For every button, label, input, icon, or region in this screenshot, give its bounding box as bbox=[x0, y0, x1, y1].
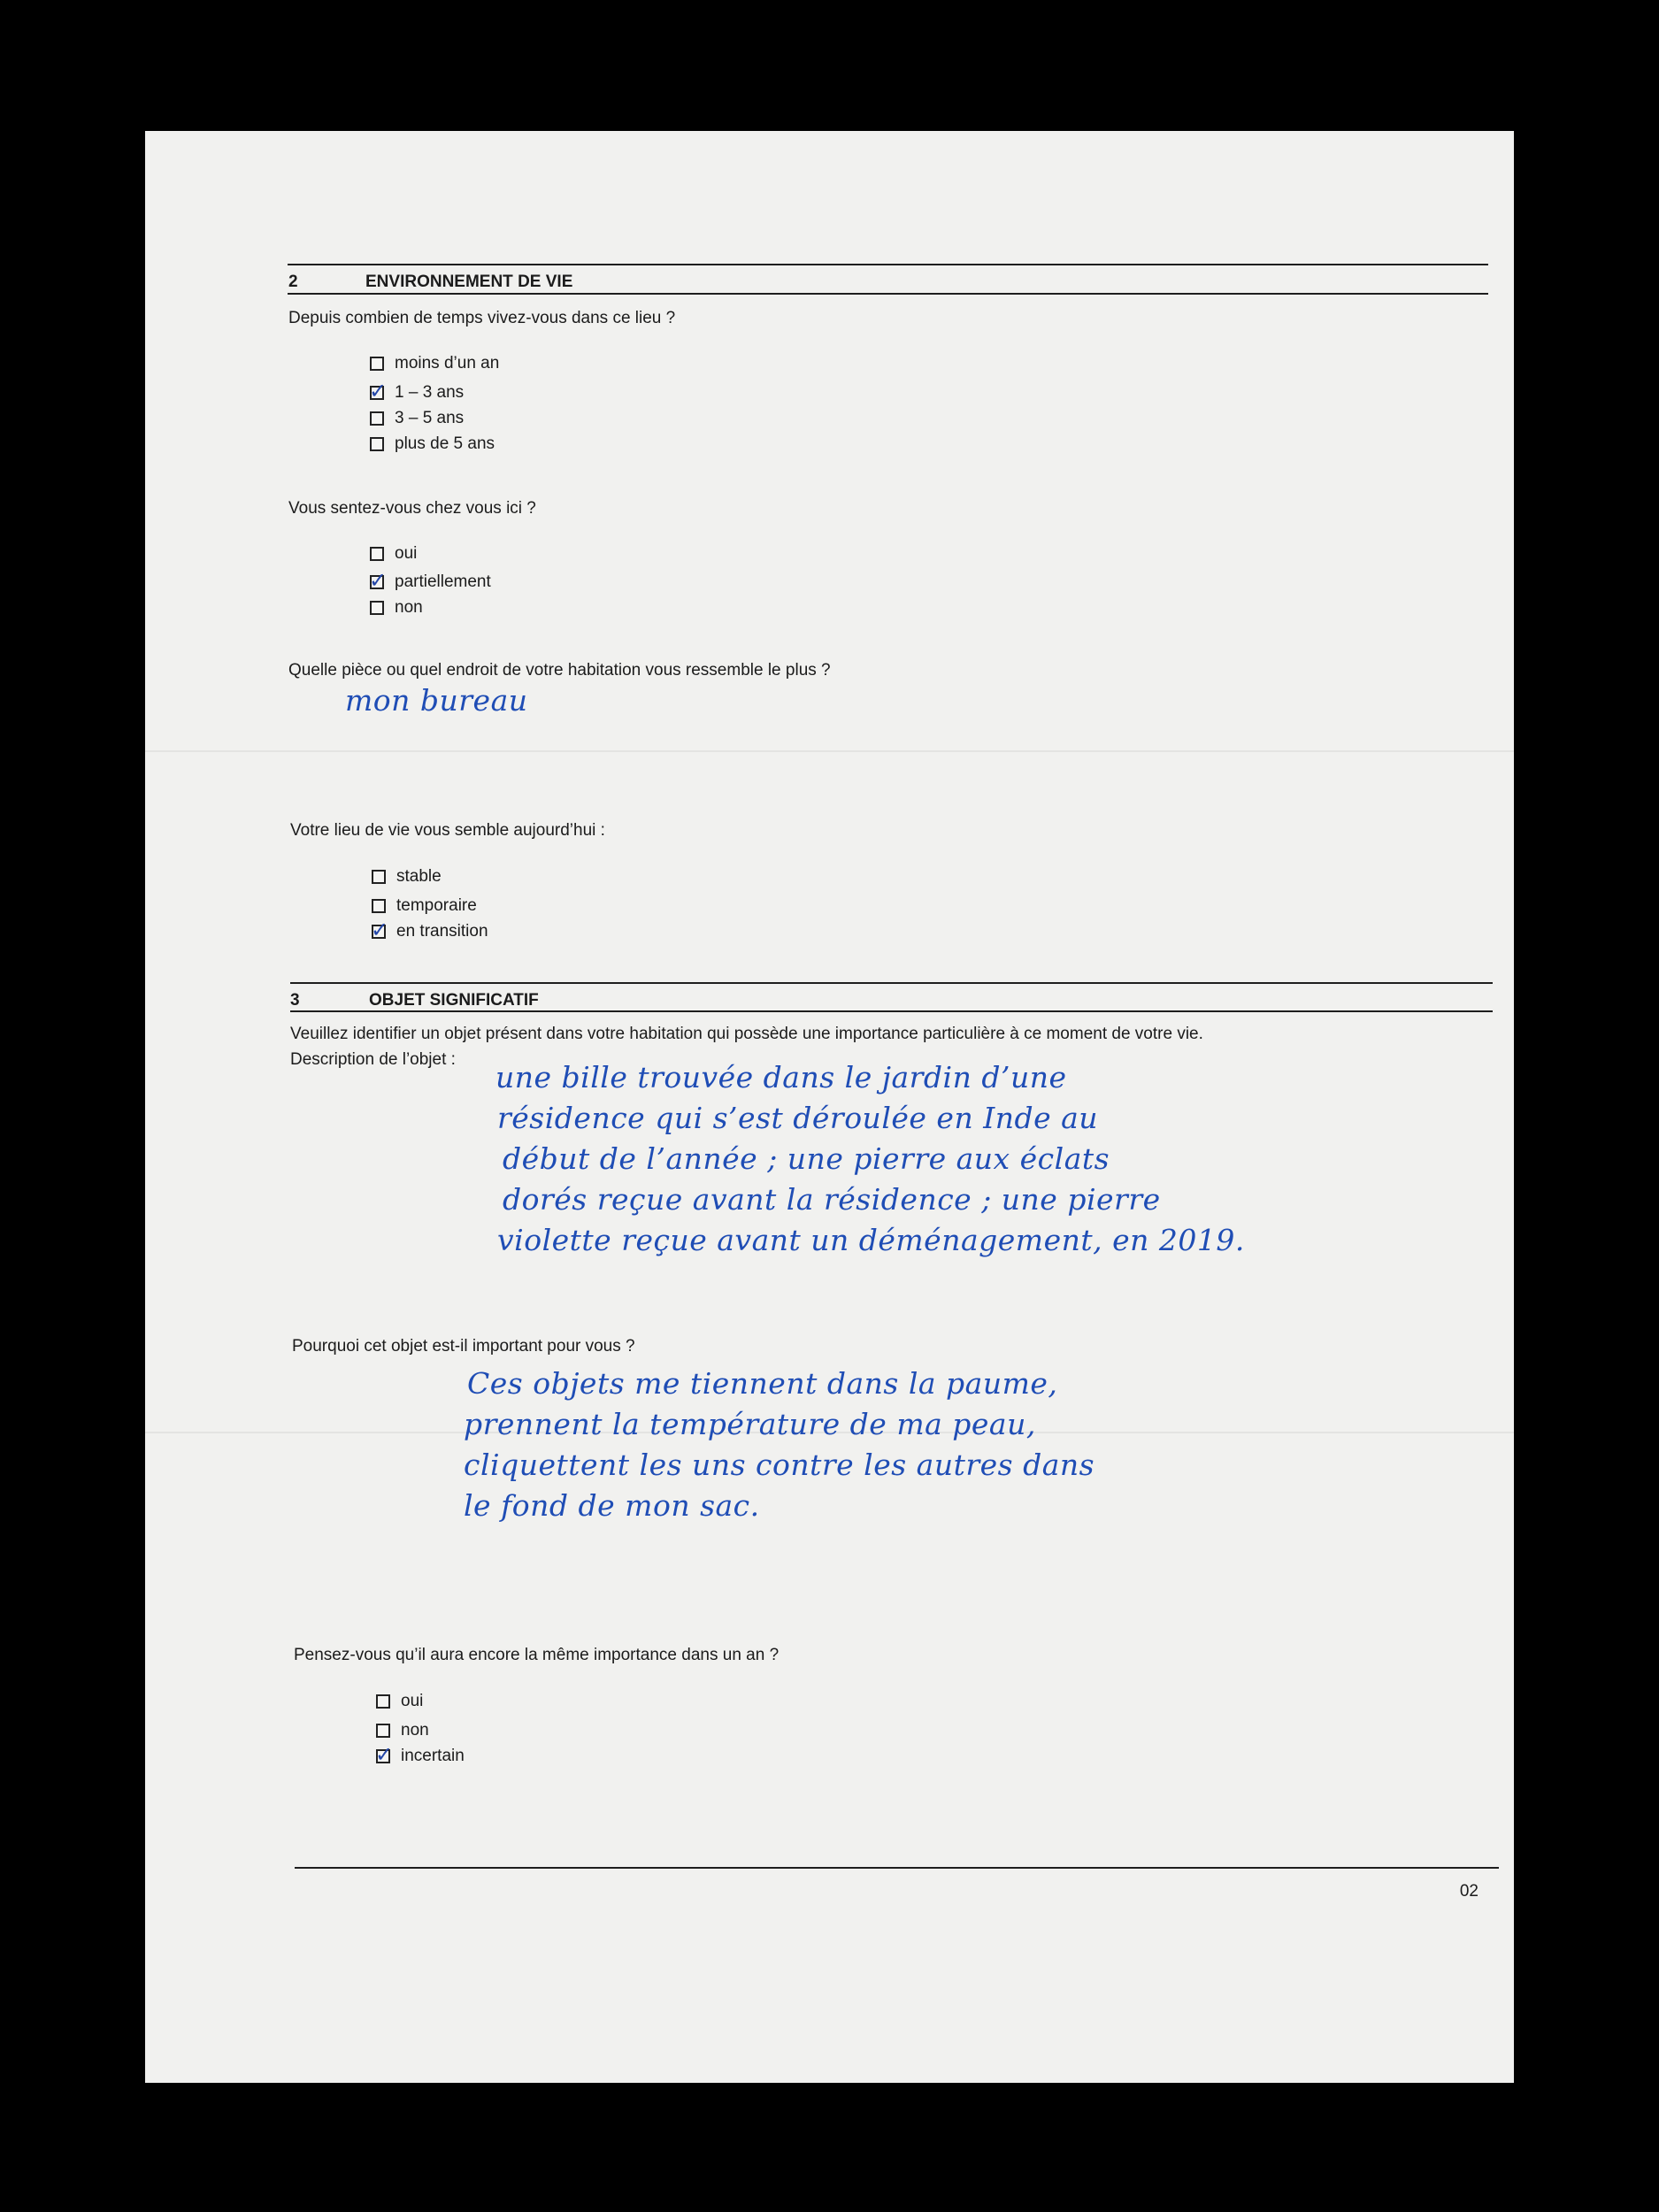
option-future-no[interactable] bbox=[376, 1721, 429, 1740]
option-partially[interactable] bbox=[369, 568, 491, 593]
option-stable[interactable] bbox=[372, 867, 442, 887]
option-temporary[interactable] bbox=[372, 896, 477, 916]
handwritten-description-line: dorés reçue avant la résidence ; une pierre bbox=[503, 1182, 1161, 1217]
question-duration: Depuis combien de temps vivez-vous dans ce lieu ? bbox=[288, 309, 676, 327]
handwritten-why-line: prennent la température de ma peau, bbox=[464, 1407, 1036, 1441]
handwritten-why-line: Ces objets me tiennent dans la paume, bbox=[467, 1366, 1058, 1401]
option-no[interactable] bbox=[370, 598, 423, 618]
handwritten-description-line: début de l’année ; une pierre aux éclats bbox=[503, 1141, 1110, 1176]
description-label: Description de l’objet : bbox=[290, 1050, 456, 1069]
option-label: plus de 5 ans bbox=[395, 434, 495, 453]
checkbox-icon[interactable] bbox=[375, 1742, 394, 1767]
section-3-title: OBJET SIGNIFICATIF bbox=[369, 991, 539, 1010]
option-label: temporaire bbox=[396, 896, 477, 915]
checkbox-icon[interactable] bbox=[376, 1724, 390, 1738]
option-label: non bbox=[395, 598, 423, 617]
check-mark-icon: ✓ bbox=[369, 379, 388, 403]
questionnaire-page bbox=[145, 131, 1514, 2083]
option-1-3-years[interactable] bbox=[369, 379, 465, 403]
section-3-bottom-rule bbox=[290, 1010, 1493, 1012]
handwritten-description-line: violette reçue avant un déménagement, en 2019. bbox=[497, 1223, 1245, 1257]
handwritten-description-line: résidence qui s’est déroulée en Inde au bbox=[497, 1101, 1099, 1135]
footer-rule bbox=[295, 1867, 1499, 1869]
section-3-number: 3 bbox=[290, 991, 300, 1010]
handwritten-why-line: le fond de mon sac. bbox=[464, 1488, 760, 1523]
section-2-number: 2 bbox=[288, 273, 298, 291]
checkbox-icon[interactable] bbox=[370, 437, 384, 451]
check-mark-icon: ✓ bbox=[369, 568, 388, 593]
option-label: oui bbox=[395, 544, 418, 563]
option-yes[interactable] bbox=[370, 544, 417, 564]
question-room: Quelle pièce ou quel endroit de votre habitation vous ressemble le plus ? bbox=[288, 661, 831, 680]
option-future-uncertain[interactable] bbox=[375, 1742, 465, 1767]
handwritten-answer-room: mon bureau bbox=[345, 683, 528, 718]
fold-crease bbox=[145, 750, 1514, 752]
checkbox-icon[interactable] bbox=[372, 870, 386, 884]
option-label: en transition bbox=[396, 922, 488, 941]
option-label: incertain bbox=[401, 1747, 465, 1765]
section-2-top-rule bbox=[288, 264, 1488, 265]
question-feel-at-home: Vous sentez-vous chez vous ici ? bbox=[288, 499, 536, 518]
option-3-5-years[interactable] bbox=[370, 409, 464, 428]
checkbox-icon[interactable] bbox=[371, 918, 389, 942]
checkbox-icon[interactable] bbox=[372, 899, 386, 913]
option-label: stable bbox=[396, 867, 442, 886]
checkbox-icon[interactable] bbox=[370, 601, 384, 615]
question-future-importance: Pensez-vous qu’il aura encore la même importance dans un an ? bbox=[294, 1646, 780, 1664]
option-less-than-one-year[interactable] bbox=[370, 354, 499, 373]
checkbox-icon[interactable] bbox=[376, 1694, 390, 1709]
checkbox-icon[interactable] bbox=[369, 379, 388, 403]
option-label: 1 – 3 ans bbox=[395, 383, 465, 402]
check-mark-icon: ✓ bbox=[371, 918, 389, 942]
page-number: 02 bbox=[1459, 1882, 1479, 1901]
option-label: moins d’un an bbox=[395, 354, 500, 373]
option-label: partiellement bbox=[395, 572, 491, 591]
section-2-title: ENVIRONNEMENT DE VIE bbox=[365, 273, 573, 291]
question-living-place: Votre lieu de vie vous semble aujourd’hui : bbox=[290, 821, 605, 840]
handwritten-description-line: une bille trouvée dans le jardin d’une bbox=[495, 1060, 1067, 1094]
section-3-top-rule bbox=[290, 982, 1493, 984]
handwritten-why-line: cliquettent les uns contre les autres dans bbox=[464, 1448, 1095, 1482]
section-2-bottom-rule bbox=[288, 293, 1488, 295]
option-label: non bbox=[401, 1721, 429, 1740]
checkbox-icon[interactable] bbox=[370, 411, 384, 426]
option-in-transition[interactable] bbox=[371, 918, 488, 942]
option-more-than-5-years[interactable] bbox=[370, 434, 495, 454]
option-future-yes[interactable] bbox=[376, 1692, 423, 1711]
checkbox-icon[interactable] bbox=[369, 568, 388, 593]
check-mark-icon: ✓ bbox=[375, 1742, 394, 1767]
checkbox-icon[interactable] bbox=[370, 547, 384, 561]
option-label: oui bbox=[401, 1692, 424, 1710]
option-label: 3 – 5 ans bbox=[395, 409, 465, 427]
section-3-intro: Veuillez identifier un objet présent dans votre habitation qui possède une importance particulière à ce moment de votre vie. bbox=[290, 1025, 1203, 1043]
checkbox-icon[interactable] bbox=[370, 357, 384, 371]
question-why-important: Pourquoi cet objet est-il important pour vous ? bbox=[292, 1337, 635, 1356]
